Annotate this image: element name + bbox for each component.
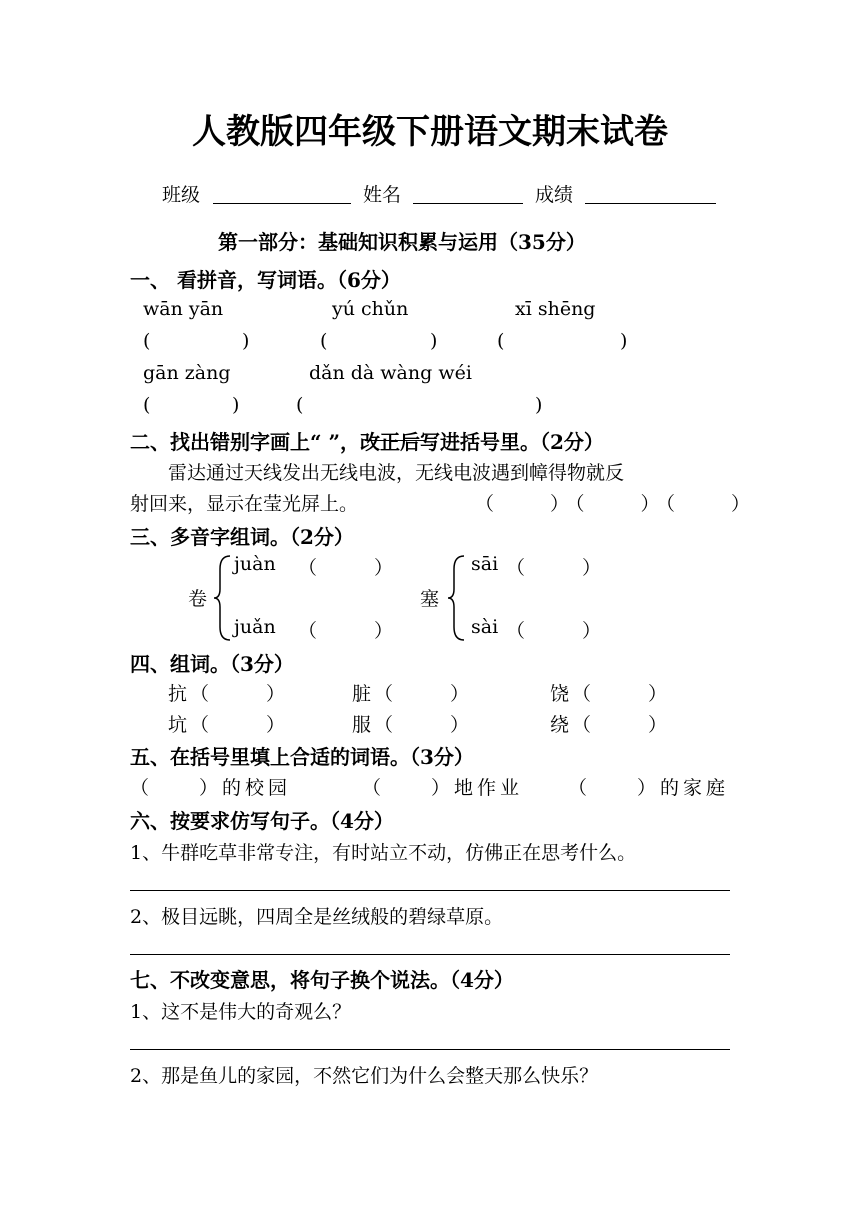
name-blank[interactable] <box>413 203 523 204</box>
score-blank[interactable] <box>585 203 716 204</box>
brace-2-icon <box>446 553 468 643</box>
q3-char-1: 卷 <box>188 588 208 610</box>
q5-item-3[interactable]: （ ）的家庭 <box>568 777 730 799</box>
q3-paren-2b[interactable]: （ ） <box>506 620 602 642</box>
q4-char-1: 抗 <box>168 683 188 705</box>
q1-answer-2-close: ) <box>430 330 438 352</box>
q4-char-2: 脏 <box>352 683 372 705</box>
q6-sentence-2: 2、极目远眺，四周全是丝绒般的碧绿草原。 <box>130 906 504 928</box>
q1-answer-5-open[interactable]: ( <box>296 394 304 416</box>
q3-paren-1a[interactable]: （ ） <box>298 557 394 579</box>
q1-answer-4-close: ) <box>232 394 240 416</box>
q3-paren-2a[interactable]: （ ） <box>506 557 602 579</box>
q7-sentence-1: 1、这不是伟大的奇观么？ <box>130 1001 352 1023</box>
q4-paren-1[interactable]: （ ） <box>190 683 286 705</box>
q1-title: 一、 看拼音，写词语。（6分） <box>130 268 401 292</box>
brace-1-icon <box>212 553 234 643</box>
q5-item-1[interactable]: （ ）的校园 <box>130 777 292 799</box>
q3-reading-1b: juǎn <box>234 616 276 638</box>
q1-answer-4-open[interactable]: ( <box>143 394 151 416</box>
q2-title: 二、找出错别字画上“ ”，改正后写进括号里。（2分） <box>130 430 604 454</box>
q1-answer-1-close: ) <box>242 330 250 352</box>
q6-answer-line-1[interactable] <box>130 890 730 891</box>
q1-answer-5-close: ) <box>535 394 543 416</box>
q3-paren-1b[interactable]: （ ） <box>298 620 394 642</box>
q5-title: 五、在括号里填上合适的词语。（3分） <box>130 745 474 769</box>
q4-title: 四、组词。（3分） <box>130 652 294 676</box>
q1-answer-1-open[interactable]: ( <box>143 330 151 352</box>
q7-sentence-2: 2、那是鱼儿的家园，不然它们为什么会整天那么快乐？ <box>130 1065 599 1087</box>
q2-answer-parens[interactable]: （ ）（ ）（ ） <box>475 493 757 515</box>
q4-char-5: 服 <box>352 714 372 736</box>
page-title: 人教版四年级下册语文期末试卷 <box>192 112 668 152</box>
q3-title: 三、多音字组词。（2分） <box>130 525 354 549</box>
q3-reading-2b: sài <box>471 616 499 638</box>
class-label: 班级 <box>162 184 201 206</box>
q3-char-2: 塞 <box>420 588 440 610</box>
q4-paren-5[interactable]: （ ） <box>374 714 470 736</box>
q3-reading-1a: juàn <box>234 553 276 575</box>
q1-answer-3-open[interactable]: ( <box>497 330 505 352</box>
q4-paren-3[interactable]: （ ） <box>572 683 668 705</box>
q4-char-6: 绕 <box>550 714 570 736</box>
q4-paren-2[interactable]: （ ） <box>374 683 470 705</box>
q1-answer-3-close: ) <box>620 330 628 352</box>
q2-text-line1: 雷达通过天线发出无线电波，无线电波遇到幛得物就反 <box>168 462 625 484</box>
q1-pinyin-5: dǎn dà wàng wéi <box>309 362 472 384</box>
q6-answer-line-2[interactable] <box>130 954 730 955</box>
score-label: 成绩 <box>535 184 574 206</box>
q1-pinyin-3: xī shēng <box>515 298 596 320</box>
q4-paren-6[interactable]: （ ） <box>572 714 668 736</box>
q3-reading-2a: sāi <box>471 553 499 575</box>
q2-text-line2: 射回来，显示在莹光屏上。 <box>130 493 359 515</box>
q1-answer-2-open[interactable]: ( <box>320 330 328 352</box>
name-label: 姓名 <box>363 184 402 206</box>
q1-pinyin-4: gān zàng <box>143 362 231 384</box>
class-blank[interactable] <box>213 203 351 204</box>
q7-answer-line-1[interactable] <box>130 1049 730 1050</box>
q2-underline-mark <box>365 440 425 441</box>
q4-char-3: 饶 <box>550 683 570 705</box>
q7-title: 七、不改变意思，将句子换个说法。（4分） <box>130 968 514 992</box>
q4-char-4: 坑 <box>168 714 188 736</box>
q4-paren-4[interactable]: （ ） <box>190 714 286 736</box>
q1-pinyin-2: yú chǔn <box>332 298 409 320</box>
q6-title: 六、按要求仿写句子。（4分） <box>130 809 394 833</box>
part1-title: 第一部分：基础知识积累与运用（35分） <box>218 230 586 254</box>
q5-item-2[interactable]: （ ）地作业 <box>362 777 524 799</box>
q1-pinyin-1: wān yān <box>143 298 224 320</box>
q6-sentence-1: 1、牛群吃草非常专注，有时站立不动，仿佛正在思考什么。 <box>130 842 637 864</box>
